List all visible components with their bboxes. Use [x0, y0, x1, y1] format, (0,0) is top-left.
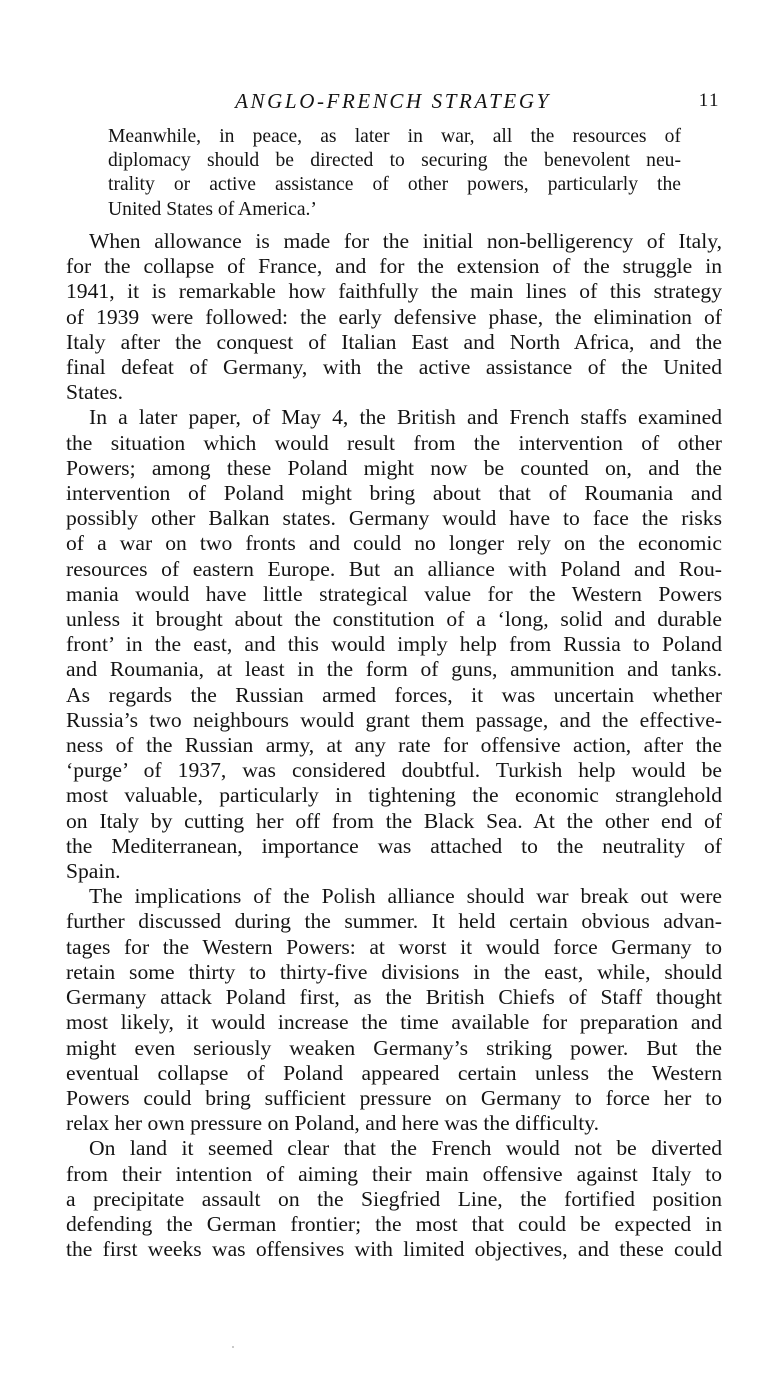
text-line: a precipitate assault on the Siegfried Line, the fortified position: [66, 1186, 722, 1211]
text-line: might even seriously weaken Germany’s striking power. But the: [66, 1035, 722, 1060]
text-line: Powers; among these Poland might now be counted on, and the: [66, 455, 722, 480]
text-line: The implications of the Polish alliance should war break out were: [89, 884, 722, 909]
running-title: ANGLO-FRENCH STRATEGY: [235, 89, 551, 113]
text-line: relax her own pressure on Poland, and here was the difficulty.: [66, 1111, 600, 1136]
text-line: most valuable, particularly in tightening the economic stranglehold: [66, 783, 722, 808]
text-line: On land it seemed clear that the French would not be diverted: [89, 1136, 722, 1161]
block-quote: [108, 125, 681, 222]
quote-line: United States of America.’: [108, 198, 317, 220]
page-number: 11: [698, 90, 720, 111]
text-line: most likely, it would increase the time available for preparation and: [66, 1010, 722, 1035]
text-line: ‘purge’ of 1937, was considered doubtful. Turkish help would be: [66, 758, 722, 783]
text-line: mania would have little strategical value for the Western Powers: [66, 581, 722, 606]
body-text: [66, 229, 722, 1262]
text-line: Germany attack Poland first, as the British Chiefs of Staff thought: [66, 985, 722, 1010]
text-line: unless it brought about the constitution of a ‘long, solid and durable: [66, 607, 722, 632]
paragraph-3: [66, 884, 722, 1136]
text-line: Italy after the conquest of Italian East and North Africa, and the: [66, 329, 722, 354]
paragraph-2: [66, 405, 722, 884]
text-line: When allowance is made for the initial non-belligerency of Italy,: [89, 229, 722, 253]
text-line: ness of the Russian army, at any rate for offensive action, after the: [66, 733, 722, 758]
quote-line: diplomacy should be directed to securing the benevolent neu-: [108, 150, 681, 172]
text-line: retain some thirty to thirty-five divisions in the east, while, should: [66, 959, 722, 984]
paragraph-4: [66, 1136, 722, 1262]
text-line: the first weeks was offensives with limited objectives, and these could: [66, 1237, 722, 1262]
text-line: Spain.: [66, 859, 121, 884]
text-line: final defeat of Germany, with the active assistance of the United: [66, 355, 722, 380]
text-line: eventual collapse of Poland appeared certain unless the Western: [66, 1060, 722, 1085]
text-line: for the collapse of France, and for the extension of the struggle in: [66, 254, 722, 279]
text-line: on Italy by cutting her off from the Black Sea. At the other end of: [66, 808, 722, 833]
text-line: and Roumania, at least in the form of guns, ammunition and tanks.: [66, 657, 722, 682]
text-line: of 1939 were followed: the early defensive phase, the elimination of: [66, 304, 722, 329]
text-line: resources of eastern Europe. But an alliance with Poland and Rou-: [66, 556, 722, 581]
text-line: the situation which would result from the intervention of other: [66, 430, 722, 455]
quote-line: trality or active assistance of other powers, particularly the: [108, 174, 681, 196]
text-line: the Mediterranean, importance was attached to the neutrality of: [66, 833, 722, 858]
text-line: tages for the Western Powers: at worst it would force Germany to: [66, 934, 722, 959]
text-line: intervention of Poland might bring about that of Roumania and: [66, 481, 722, 506]
text-line: Powers could bring sufficient pressure on Germany to force her to: [66, 1085, 722, 1110]
text-line: As regards the Russian armed forces, it was uncertain whether: [66, 682, 722, 707]
text-line: defending the German frontier; the most that could be expected in: [66, 1211, 722, 1236]
text-line: In a later paper, of May 4, the British and French staffs examined: [89, 405, 722, 430]
text-line: possibly other Balkan states. Germany would have to face the risks: [66, 506, 722, 531]
text-line: States.: [66, 380, 123, 405]
text-line: 1941, it is remarkable how faithfully the main lines of this strategy: [66, 279, 722, 304]
text-line: further discussed during the summer. It held certain obvious advan-: [66, 909, 722, 934]
text-line: from their intention of aiming their main offensive against Italy to: [66, 1161, 722, 1186]
running-head: [66, 88, 720, 118]
text-line: of a war on two fronts and could no longer rely on the economic: [66, 531, 722, 556]
paper-speck: [232, 1346, 234, 1348]
paragraph-1: [66, 229, 722, 405]
text-line: Russia’s two neighbours would grant them passage, and the effective-: [66, 707, 722, 732]
text-line: front’ in the east, and this would imply help from Russia to Poland: [66, 632, 722, 657]
quote-line: Meanwhile, in peace, as later in war, all the resources of: [108, 126, 681, 147]
